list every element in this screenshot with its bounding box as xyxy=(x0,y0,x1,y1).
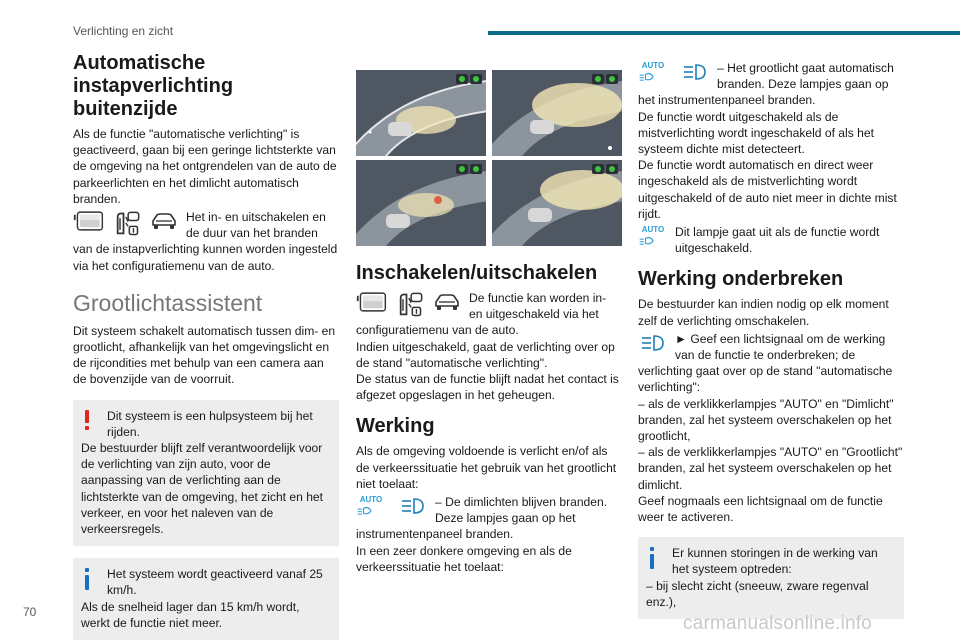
screen-menu-icon xyxy=(356,291,388,313)
paragraph-config-lead: Het in- en uitschakelen en de duur van het branden xyxy=(186,210,326,241)
screen-menu-icon xyxy=(73,210,105,232)
paragraph-memory: De status van de functie blijft nadat het contact is afgezet opgeslagen in het geheugen. xyxy=(356,372,619,403)
low-beam-indicator-icon xyxy=(398,495,428,517)
info-lead: Er kunnen storingen in de werking van het systeem optreden: xyxy=(672,546,878,577)
paragraph-operation-conditions: Als de omgeving voldoende is verlicht en/of als de verkeerssituatie het gebruik van het grootlicht niet toelaat: xyxy=(356,444,617,491)
page-number: 70 xyxy=(23,605,37,619)
icon-row-flash xyxy=(638,331,904,363)
headlight-flash-icon xyxy=(638,332,668,354)
paragraph-case-high-beam: – als de verklikkerlampjes "AUTO" en "Grootlicht" branden, zal het systeem overschakelen op het dimlicht. xyxy=(638,445,903,492)
paragraph-high-beam-lead: – Het grootlicht gaat automatisch branden. Deze lampjes gaan op xyxy=(717,61,894,92)
scene-3-oncoming-car xyxy=(356,160,486,246)
paragraph-auto-lighting: Als de functie "automatische verlichting" is geactiveerd, gaan bij een geringe lichtsterkte van de omgeving na het ontgrendelen van de auto de parkeerlichten en het dimlicht automatisch branden. xyxy=(73,127,337,206)
icon-row-high-beam xyxy=(638,60,904,92)
icon-row-config xyxy=(73,209,339,241)
icon-row-low-beam xyxy=(356,494,622,526)
lighting-settings-icon xyxy=(113,210,141,238)
paragraph-low-beam-lead: – De dimlichten blijven branden. Deze lampjes gaan op het xyxy=(435,495,608,526)
paragraph-system-description: Dit systeem schakelt automatisch tussen dim- en grootlicht, afhankelijk van het omgevingslicht en de rijcondities met behulp van een camera aan de bovenzijde van de voorruit. xyxy=(73,323,336,387)
lighting-settings-icon xyxy=(396,291,424,319)
paragraph-switch-lead: De functie kan worden in- en uitgeschakeld via het xyxy=(469,291,607,322)
high-beam-illustration xyxy=(356,70,622,246)
icon-row-auto-off xyxy=(638,224,904,256)
auto-indicator-icon: AUTO xyxy=(356,495,386,520)
info-lead: Het systeem wordt geactiveerd vanaf 25 km/h. xyxy=(107,567,323,598)
icon-row-switch xyxy=(356,290,622,322)
warning-lead: Dit systeem is een hulpsysteem bij het rijden. xyxy=(107,408,313,439)
auto-indicator-icon: AUTO xyxy=(638,61,668,86)
heading-automatic-entry-lighting: Automatische instapverlichting buitenzijde xyxy=(73,52,234,120)
scene-2-high-beam xyxy=(492,70,622,156)
paragraph-reactivate: Geef nogmaals een lichtsignaal om de functie weer te activeren. xyxy=(638,493,883,525)
info-body: Als de snelheid lager dan 15 km/h wordt, werkt de functie niet meer. xyxy=(81,599,300,630)
paragraph-driver-override: De bestuurder kan indien nodig op elk moment zelf de verlichting omschakelen. xyxy=(638,297,889,328)
paragraph-switch-rest: configuratiemenu van de auto. xyxy=(356,323,519,338)
paragraph-low-beam-rest: instrumentenpaneel branden. xyxy=(356,527,514,542)
header-accent-rule xyxy=(488,31,960,35)
warning-body: De bestuurder blijft zelf verantwoordelijk voor de verlichting van zijn auto, voor de aanpassing van de verlichting aan de lichtsterkte van de omgeving, het zicht en het verkeer, en voor het naleven van de verkeersregels. xyxy=(81,441,324,537)
scene-1-low-beam xyxy=(356,70,486,156)
watermark-text: carmanualsonline.info xyxy=(683,613,873,634)
info-icon xyxy=(85,568,89,590)
heading-operation: Werking xyxy=(356,415,435,438)
column-3 xyxy=(638,60,904,619)
heading-interrupt-operation: Werking onderbreken xyxy=(638,268,844,291)
warning-note xyxy=(73,400,339,547)
column-2 xyxy=(356,53,622,575)
info-note-malfunction xyxy=(638,537,904,619)
paragraph-case-low-beam: – als de verklikkerlampjes "AUTO" en "Dimlicht" branden, zal het systeem overschakelen op het grootlicht, xyxy=(638,396,894,444)
paragraph-high-beam-rest: het instrumentenpaneel branden. xyxy=(638,93,816,108)
heading-high-beam-assist: Grootlichtassistent xyxy=(73,289,263,316)
car-settings-icon xyxy=(149,210,179,232)
paragraph-dark-environment: In een zeer donkere omgeving en als de verkeerssituatie het toelaat: xyxy=(356,543,572,574)
info-body: – bij slecht zicht (sneeuw, zware regenval enz.), xyxy=(646,578,869,609)
warning-exclamation-icon xyxy=(85,410,89,430)
info-note-activation xyxy=(73,558,339,640)
paragraph-fog-on: De functie wordt automatisch en direct weer ingeschakeld als de mistverlichting wordt uitgeschakeld of de auto niet meer in dichte mist rijdt. xyxy=(638,158,897,221)
paragraph-flash-lead: ► Geef een lichtsignaal om de werking van de functie te onderbreken; de xyxy=(675,331,886,363)
info-icon xyxy=(650,547,654,569)
page-header-title: Verlichting en zicht xyxy=(73,24,174,38)
paragraph-disabled-state: Indien uitgeschakeld, gaat de verlichting over op de stand "automatische verlichting". xyxy=(356,339,615,370)
column-1 xyxy=(73,52,339,640)
paragraph-fog-off: De functie wordt uitgeschakeld als de mistverlichting wordt ingeschakeld of als het systeem dichte mist detecteert. xyxy=(638,109,874,157)
paragraph-auto-off: Dit lampje gaat uit als de functie wordt uitgeschakeld. xyxy=(675,225,880,256)
high-beam-indicator-icon xyxy=(680,61,710,83)
paragraph-flash-rest: verlichting gaat over op de stand "automatische verlichting": xyxy=(638,364,893,395)
paragraph-config-rest: van de instapverlichting kunnen worden ingesteld via het configuratiemenu van de auto. xyxy=(73,242,338,273)
auto-indicator-icon: AUTO xyxy=(638,225,668,250)
scene-4-back-to-high xyxy=(492,160,622,246)
car-settings-icon xyxy=(432,291,462,313)
heading-switch-on-off: Inschakelen/uitschakelen xyxy=(356,262,598,284)
